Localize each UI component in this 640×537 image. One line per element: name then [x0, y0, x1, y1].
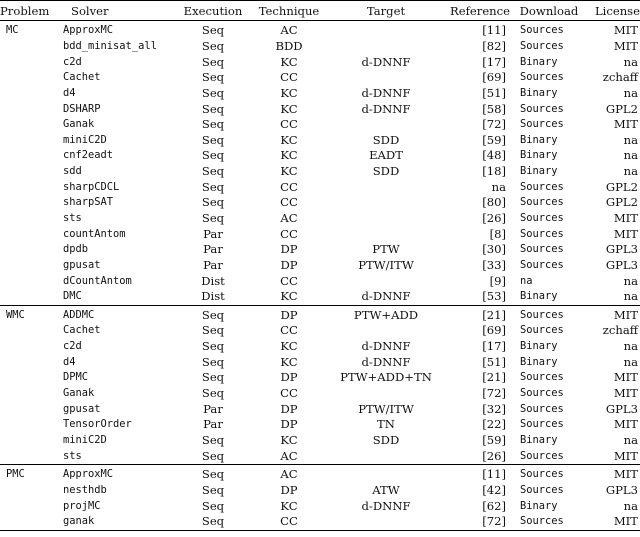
technique-cell: DP	[280, 482, 298, 497]
target-cell: PTW/ITW	[358, 401, 414, 416]
solver-cell: Ganak	[63, 387, 95, 400]
solver-cell: sts	[63, 212, 82, 224]
reference-cell: [72]	[482, 386, 506, 401]
table-row	[0, 164, 640, 180]
reference-cell: [48]	[482, 148, 506, 163]
table-row	[0, 498, 640, 514]
technique-cell: KC	[280, 289, 298, 304]
table-row	[0, 101, 640, 117]
table-body	[0, 21, 640, 531]
problem-cell	[0, 289, 59, 305]
download-cell: Sources	[520, 387, 564, 400]
download-cell: Sources	[512, 514, 586, 530]
license-cell: GPL3	[605, 401, 638, 416]
execution-cell: Par	[203, 417, 223, 432]
download-cell: Binary	[520, 290, 558, 303]
table-row	[0, 242, 640, 258]
download-cell: Sources	[520, 118, 564, 131]
execution-cell: Seq	[201, 23, 225, 38]
reference-cell: [9]	[489, 273, 506, 288]
table-row	[0, 148, 640, 164]
technique-cell: KC	[280, 339, 298, 354]
problem-cell: MC	[6, 24, 19, 37]
problem-cell	[0, 148, 59, 164]
reference-cell: [22]	[482, 417, 506, 432]
problem-cell	[0, 258, 59, 274]
execution-cell: Seq	[201, 117, 225, 132]
reference-cell: [26]	[482, 211, 506, 225]
download-cell: Sources	[520, 39, 564, 52]
download-cell: Sources	[520, 483, 564, 496]
problem-cell	[0, 514, 59, 530]
target-cell	[332, 273, 440, 289]
header-license: License	[586, 1, 640, 21]
technique-cell: AC	[280, 23, 298, 38]
download-cell: Sources	[520, 258, 564, 271]
target-cell: EADT	[369, 148, 403, 163]
license-cell: na	[623, 148, 638, 163]
problem-cell	[0, 448, 59, 464]
download-cell: Sources	[520, 212, 564, 224]
problem-cell	[0, 179, 59, 195]
technique-cell: CC	[280, 226, 298, 241]
download-cell: Binary	[520, 433, 558, 446]
license-cell: MIT	[613, 370, 638, 385]
header-problem: Problem	[0, 1, 59, 21]
solver-cell: sdd	[63, 165, 82, 178]
download-cell: Binary	[520, 149, 558, 162]
target-cell: d-DNNF	[361, 498, 411, 513]
download-cell: Binary	[520, 86, 558, 99]
license-cell: MIT	[613, 38, 638, 53]
license-cell: na	[623, 339, 638, 354]
solver-cell: cnf2eadt	[63, 149, 114, 162]
execution-cell: Par	[203, 257, 223, 272]
problem-cell	[0, 498, 59, 514]
solver-cell: miniC2D	[63, 433, 107, 446]
reference-cell: [42]	[482, 482, 506, 497]
problem-cell	[0, 370, 59, 386]
table-row	[0, 195, 640, 211]
problem-cell	[0, 483, 59, 499]
solver-cell: DSHARP	[63, 102, 101, 115]
solver-cell: dpdb	[63, 243, 89, 256]
technique-cell: KC	[280, 85, 298, 100]
problem-cell	[0, 323, 59, 339]
reference-cell: [33]	[482, 257, 506, 272]
table-row	[0, 448, 640, 464]
execution-cell: Seq	[201, 386, 225, 401]
table-row	[0, 401, 640, 417]
table-row	[0, 273, 640, 289]
problem-cell: WMC	[0, 305, 59, 323]
target-cell	[332, 386, 440, 402]
problem-cell	[0, 386, 59, 402]
execution-cell: Seq	[201, 179, 225, 194]
execution-cell: Seq	[201, 195, 225, 210]
solver-cell: gpusat	[63, 402, 101, 415]
technique-cell: CC	[246, 514, 332, 530]
target-cell: d-DNNF	[361, 289, 411, 304]
problem-cell	[0, 339, 59, 355]
solver-cell: ADDMC	[59, 305, 180, 323]
execution-cell: Seq	[201, 38, 225, 53]
download-cell: Sources	[520, 324, 564, 337]
target-cell	[332, 448, 440, 464]
header-reference: Reference	[440, 1, 512, 21]
solver-cell: ganak	[59, 514, 180, 530]
target-cell: PTW+ADD	[332, 305, 440, 323]
technique-cell: AC	[280, 211, 298, 225]
reference-cell: [59]	[482, 432, 506, 447]
download-cell: Binary	[520, 165, 558, 178]
execution-cell: Seq	[201, 432, 225, 447]
table-row	[0, 323, 640, 339]
technique-cell: CC	[280, 273, 298, 288]
reference-cell: [17]	[482, 339, 506, 354]
reference-cell: na	[491, 179, 506, 194]
solver-cell: Cachet	[63, 324, 101, 337]
license-cell: GPL2	[605, 179, 638, 194]
execution-cell: Par	[203, 401, 223, 416]
problem-cell	[0, 211, 59, 227]
technique-cell: DP	[280, 401, 298, 416]
target-cell	[332, 21, 440, 39]
target-cell	[332, 117, 440, 133]
download-cell: Sources	[520, 402, 564, 415]
solver-cell: ApproxMC	[63, 24, 114, 37]
execution-cell: Par	[203, 242, 223, 257]
download-cell: Binary	[520, 355, 558, 368]
license-cell: MIT	[613, 386, 638, 401]
reference-cell: [59]	[482, 132, 506, 147]
license-cell: zchaff	[602, 70, 638, 85]
solver-cell: projMC	[63, 499, 101, 512]
technique-cell: KC	[280, 498, 298, 513]
solver-cell: sts	[63, 449, 82, 462]
license-cell: MIT	[613, 226, 638, 241]
reference-cell: [18]	[482, 164, 506, 179]
execution-cell: Seq	[201, 323, 225, 338]
target-cell	[332, 323, 440, 339]
solver-cell: countAntom	[63, 227, 126, 240]
download-cell: Binary	[520, 499, 558, 512]
technique-cell: KC	[280, 101, 298, 116]
target-cell	[332, 179, 440, 195]
license-cell: GPL2	[605, 101, 638, 116]
execution-cell: Seq	[201, 70, 225, 85]
target-cell: PTW/ITW	[358, 257, 414, 272]
target-cell: d-DNNF	[361, 354, 411, 369]
technique-cell: KC	[280, 354, 298, 369]
reference-cell: [58]	[482, 101, 506, 116]
execution-cell: Seq	[201, 164, 225, 179]
problem-cell: PMC	[0, 464, 59, 482]
license-cell: MIT	[586, 305, 640, 323]
download-cell: Sources	[512, 464, 586, 482]
solver-cell: DPMC	[63, 371, 89, 384]
download-cell: Sources	[520, 227, 564, 240]
technique-cell: DP	[280, 242, 298, 257]
problem-cell	[0, 117, 59, 133]
problem-cell	[0, 242, 59, 258]
download-cell: Sources	[520, 180, 564, 193]
execution-cell: Seq	[201, 482, 225, 497]
technique-cell: KC	[280, 432, 298, 447]
reference-cell: [32]	[482, 401, 506, 416]
problem-cell	[0, 226, 59, 242]
reference-cell: [72]	[482, 117, 506, 132]
license-cell: na	[623, 132, 638, 147]
target-cell	[332, 39, 440, 55]
problem-cell	[0, 54, 59, 70]
execution-cell: Seq	[201, 85, 225, 100]
technique-cell: CC	[280, 179, 298, 194]
execution-cell: Seq	[180, 514, 246, 530]
solver-cell: bdd_minisat_all	[63, 39, 157, 52]
reference-cell: [30]	[482, 242, 506, 257]
download-cell: Sources	[520, 24, 564, 37]
reference-cell: [21]	[440, 305, 512, 323]
table-row	[0, 370, 640, 386]
technique-cell: AC	[246, 464, 332, 482]
table-row	[0, 39, 640, 55]
execution-cell: Seq	[201, 211, 225, 225]
license-cell: GPL2	[605, 195, 638, 210]
table-row	[0, 417, 640, 433]
table-row	[0, 21, 640, 39]
target-cell	[332, 211, 440, 227]
execution-cell: Seq	[201, 498, 225, 513]
reference-cell: [72]	[440, 514, 512, 530]
reference-cell: [8]	[489, 226, 506, 241]
execution-cell: Seq	[201, 101, 225, 116]
license-cell: na	[623, 432, 638, 447]
license-cell: MIT	[613, 117, 638, 132]
problem-cell	[0, 195, 59, 211]
problem-cell	[0, 401, 59, 417]
download-cell: Sources	[520, 371, 564, 384]
header-solver: Solver	[59, 1, 180, 21]
download-cell: Binary	[520, 340, 558, 353]
problem-cell	[0, 132, 59, 148]
problem-cell	[0, 354, 59, 370]
target-cell	[332, 70, 440, 86]
solver-cell: Ganak	[63, 118, 95, 131]
solver-cell: TensorOrder	[63, 418, 132, 431]
table-row	[0, 433, 640, 449]
problem-cell	[0, 417, 59, 433]
solver-cell: gpusat	[63, 258, 101, 271]
reference-cell: [53]	[482, 289, 506, 304]
execution-cell: Par	[203, 226, 223, 241]
technique-cell: DP	[280, 370, 298, 385]
problem-cell	[0, 70, 59, 86]
reference-cell: [82]	[482, 38, 506, 53]
license-cell: na	[623, 289, 638, 304]
solver-cell: DMC	[63, 290, 82, 303]
technique-cell: CC	[280, 195, 298, 210]
license-cell: MIT	[613, 417, 638, 432]
target-cell: SDD	[372, 164, 400, 179]
technique-cell: KC	[280, 164, 298, 179]
license-cell: na	[623, 54, 638, 69]
technique-cell: KC	[280, 54, 298, 69]
download-cell: Binary	[520, 55, 558, 68]
execution-cell: Dist	[201, 289, 225, 304]
table-row	[0, 226, 640, 242]
table-row	[0, 305, 640, 323]
technique-cell: DP	[246, 305, 332, 323]
target-cell: TN	[377, 417, 395, 432]
table-row	[0, 258, 640, 274]
target-cell: PTW+ADD+TN	[340, 370, 432, 385]
table-row	[0, 117, 640, 133]
technique-cell: CC	[280, 323, 298, 338]
technique-cell: DP	[280, 417, 298, 432]
problem-cell	[0, 164, 59, 180]
technique-cell: CC	[280, 386, 298, 401]
technique-cell: DP	[280, 257, 298, 272]
execution-cell: Seq	[180, 305, 246, 323]
table-row	[0, 289, 640, 305]
header-technique: Technique	[246, 1, 332, 21]
technique-cell: CC	[280, 117, 298, 132]
table-row	[0, 179, 640, 195]
reference-cell: [51]	[482, 85, 506, 100]
target-cell: SDD	[372, 432, 400, 447]
table-row	[0, 86, 640, 102]
solver-cell: dCountAntom	[63, 274, 132, 287]
download-cell: Sources	[520, 196, 564, 209]
execution-cell: Seq	[201, 132, 225, 147]
header-target: Target	[332, 1, 440, 21]
solver-cell: ApproxMC	[59, 464, 180, 482]
execution-cell: Seq	[201, 148, 225, 163]
license-cell: zchaff	[602, 323, 638, 338]
license-cell: MIT	[586, 514, 640, 530]
table-row	[0, 483, 640, 499]
table-row	[0, 211, 640, 227]
solver-cell: c2d	[63, 340, 82, 353]
execution-cell: Seq	[201, 370, 225, 385]
execution-cell: Dist	[201, 273, 225, 288]
license-cell: na	[623, 354, 638, 369]
execution-cell: Seq	[201, 448, 225, 463]
target-cell: d-DNNF	[361, 85, 411, 100]
solver-cell: sharpSAT	[63, 196, 114, 209]
license-cell: na	[623, 498, 638, 513]
license-cell: MIT	[586, 464, 640, 482]
table-row	[0, 339, 640, 355]
download-cell: Binary	[520, 133, 558, 146]
reference-cell: [80]	[482, 195, 506, 210]
solver-cell: sharpCDCL	[63, 180, 120, 193]
license-cell: MIT	[613, 211, 638, 225]
download-cell: Sources	[520, 102, 564, 115]
technique-cell: BDD	[275, 38, 303, 53]
download-cell: Sources	[520, 418, 564, 431]
execution-cell: Seq	[201, 339, 225, 354]
license-cell: na	[623, 273, 638, 288]
license-cell: MIT	[613, 448, 638, 463]
table-row	[0, 464, 640, 482]
reference-cell: [51]	[482, 354, 506, 369]
reference-cell: [11]	[440, 464, 512, 482]
target-cell: d-DNNF	[361, 101, 411, 116]
problem-cell	[0, 86, 59, 102]
license-cell: na	[623, 164, 638, 179]
reference-cell: [21]	[482, 370, 506, 385]
target-cell: PTW	[372, 242, 400, 257]
download-cell: Sources	[520, 243, 564, 256]
technique-cell: CC	[280, 70, 298, 85]
table-row	[0, 514, 640, 530]
target-cell	[332, 514, 440, 530]
target-cell: d-DNNF	[361, 54, 411, 69]
target-cell: ATW	[372, 482, 400, 497]
execution-cell: Seq	[201, 54, 225, 69]
execution-cell: Seq	[201, 354, 225, 369]
license-cell: GPL3	[605, 482, 638, 497]
reference-cell: [17]	[482, 54, 506, 69]
solver-cell: d4	[63, 86, 76, 99]
download-cell: Sources	[512, 305, 586, 323]
table-row	[0, 354, 640, 370]
header-row	[0, 1, 640, 21]
technique-cell: KC	[280, 148, 298, 163]
reference-cell: [69]	[482, 70, 506, 85]
reference-cell: [69]	[482, 323, 506, 338]
reference-cell: [62]	[482, 498, 506, 513]
target-cell	[332, 195, 440, 211]
problem-cell	[0, 101, 59, 117]
download-cell: Sources	[520, 71, 564, 84]
execution-cell: Seq	[180, 464, 246, 482]
solver-cell: miniC2D	[63, 133, 107, 146]
license-cell: GPL3	[605, 257, 638, 272]
target-cell: d-DNNF	[361, 339, 411, 354]
solver-cell: c2d	[63, 55, 82, 68]
download-cell: Sources	[520, 449, 564, 462]
target-cell	[332, 226, 440, 242]
reference-cell: [26]	[482, 448, 506, 463]
header-download: Download	[512, 1, 586, 21]
problem-cell	[0, 433, 59, 449]
target-cell: SDD	[372, 132, 400, 147]
problem-cell	[0, 39, 59, 55]
solver-cell: nesthdb	[63, 483, 107, 496]
table-row	[0, 54, 640, 70]
technique-cell: AC	[280, 448, 298, 463]
table-row	[0, 386, 640, 402]
table-row	[0, 132, 640, 148]
download-cell: na	[520, 274, 533, 287]
solver-cell: d4	[63, 355, 76, 368]
license-cell: GPL3	[605, 242, 638, 257]
license-cell: MIT	[613, 23, 638, 38]
target-cell	[332, 464, 440, 482]
problem-cell	[0, 273, 59, 289]
table-row	[0, 70, 640, 86]
reference-cell: [11]	[482, 23, 506, 38]
solver-cell: Cachet	[63, 71, 101, 84]
technique-cell: KC	[280, 132, 298, 147]
header-execution: Execution	[180, 1, 246, 21]
license-cell: na	[623, 85, 638, 100]
